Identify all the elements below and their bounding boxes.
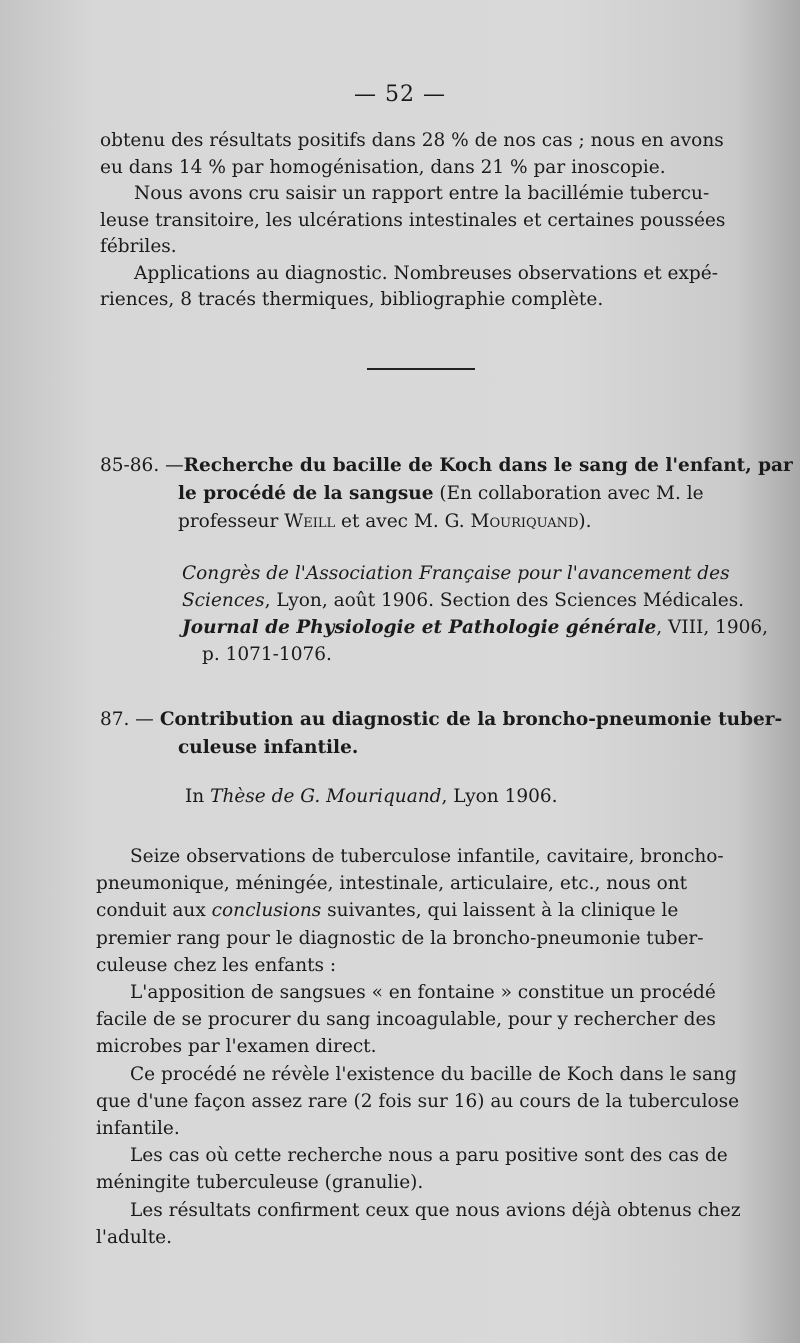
text-line: Les résultats confirment ceux que nous avions déjà obtenus chez [130, 1199, 741, 1221]
entry-collab-line [100, 508, 755, 536]
body-text [96, 843, 746, 1251]
text-line: riences, 8 tracés thermiques, bibliographie complète. [100, 289, 604, 310]
entry-title: Recherche du bacille de Koch dans le sang de l'enfant, par [183, 455, 793, 476]
reference-line: Congrès de l'Association Française pour l'avancement des [182, 563, 730, 584]
text-line: méningite tuberculeuse (granulie). [96, 1172, 424, 1194]
text-run: conduit aux [96, 900, 212, 922]
entry-87 [100, 706, 783, 762]
text-line: microbes par l'examen direct. [96, 1036, 377, 1058]
entry-title-cont: le procédé de la sangsue [178, 483, 434, 504]
entry-number: 87. — [100, 709, 154, 730]
text-line: Applications au diagnostic. Nombreuses observations et expé- [134, 262, 718, 284]
text-line: Seize observations de tuberculose infantile, cavitaire, broncho- [130, 846, 724, 867]
text-run-italic: conclusions [211, 900, 322, 922]
journal-title: Journal de Physiologie et Pathologie générale [182, 617, 657, 638]
text-line: premier rang pour le diagnostic de la broncho-pneumonie tuber- [96, 927, 704, 949]
text-line: leuse transitoire, les ulcérations intestinales et certaines poussées [100, 209, 726, 231]
text-run: suivantes, qui laissent à la clinique le [321, 900, 679, 922]
collab-text: professeur [178, 511, 285, 532]
intro-text [100, 128, 732, 314]
reference-ital: Sciences [182, 590, 265, 611]
entry-title-line [100, 706, 783, 734]
entry-87-reference [185, 784, 685, 811]
text-line: L'apposition de sangsues « en fontaine » constitue un procédé [130, 982, 716, 1004]
text-line: fébriles. [100, 236, 177, 257]
text-line [96, 897, 746, 924]
entry-number: 85-86. — [100, 455, 184, 476]
reference-text: , VIII, 1906, [656, 617, 769, 638]
reference-text: , Lyon 1906. [441, 786, 558, 807]
entry-85-86 [100, 452, 793, 536]
entry-85-86-references [182, 560, 769, 668]
page-number: — 52 — [354, 82, 446, 107]
text-line: l'adulte. [96, 1226, 172, 1248]
entry-title-line [100, 452, 793, 480]
text-line: eu dans 14 % par homogénisation, dans 21 % par inoscopie. [100, 156, 666, 178]
author-weill: Weill [284, 511, 336, 532]
reference-line: p. 1071-1076. [202, 644, 332, 665]
text-line: obtenu des résultats positifs dans 28 % de nos cas ; nous en avons [100, 130, 724, 151]
text-line: culeuse chez les enfants : [96, 954, 337, 976]
text-line: infantile. [96, 1118, 180, 1140]
section-divider [367, 368, 475, 370]
reference-line [182, 614, 769, 641]
entry-title: Contribution au diagnostic de la broncho-pneumonie tuber- [159, 709, 783, 730]
text-line: facile de se procurer du sang incoagulable, pour y rechercher des [96, 1009, 716, 1031]
collab-text: et avec M. G. [335, 511, 471, 532]
text-line: Les cas où cette recherche nous a paru positive sont des cas de [130, 1145, 728, 1167]
collab-text: ). [578, 511, 592, 532]
reference-text: In [185, 786, 211, 807]
reference-text: , Lyon, août 1906. Section des Sciences Médicales. [264, 590, 745, 611]
text-line: que d'une façon assez rare (2 fois sur 16) au cours de la tuberculose [96, 1090, 740, 1112]
reference-line [182, 587, 745, 614]
entry-collab: (En collaboration avec M. le [433, 483, 704, 504]
entry-title-cont: culeuse infantile. [178, 737, 359, 758]
text-line: pneumonique, méningée, intestinale, articulaire, etc., nous ont [96, 873, 688, 895]
entry-title-line [100, 480, 755, 508]
text-line: Nous avons cru saisir un rapport entre la bacillémie tubercu- [134, 183, 710, 204]
thesis-title: Thèse de G. Mouriquand [210, 786, 442, 807]
author-mouriquand: Mouriquand [470, 511, 579, 532]
reference-line [185, 784, 685, 811]
text-line: Ce procédé ne révèle l'existence du bacille de Koch dans le sang [130, 1063, 737, 1085]
